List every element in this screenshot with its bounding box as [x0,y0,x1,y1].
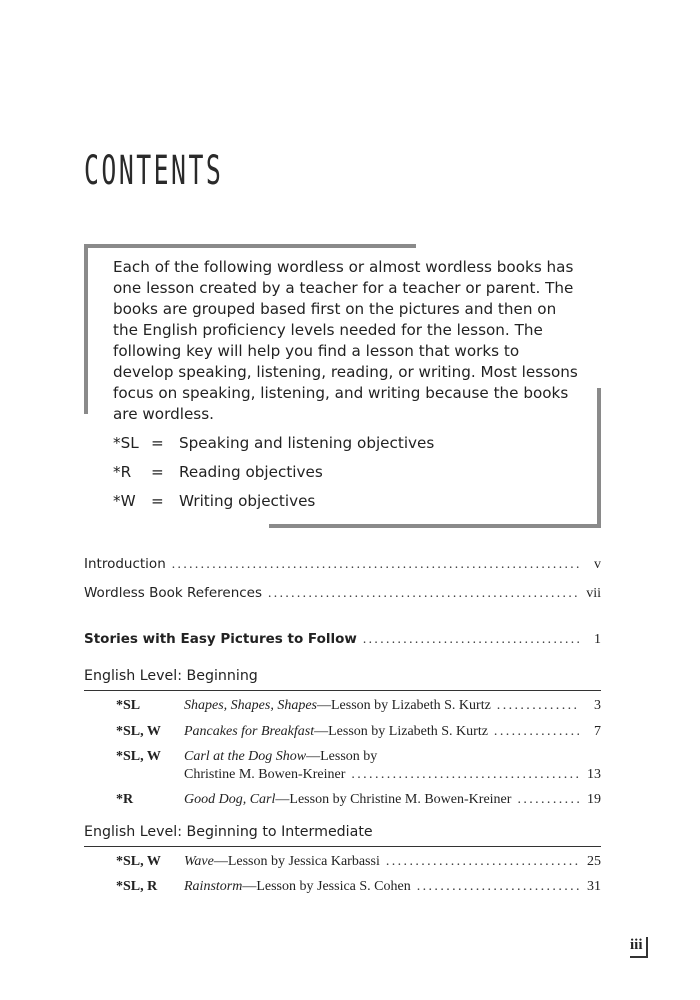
dot-leader [517,792,579,808]
toc-page-number: 25 [587,854,601,869]
toc-section[interactable] [84,631,601,651]
toc-page-number: v [594,557,601,572]
toc-page-number: 7 [594,724,601,739]
lesson-credit: —Lesson by [306,749,378,764]
dot-leader [363,631,579,647]
lesson-credit: —Lesson by Lizabeth S. Kurtz [317,698,491,713]
dot-leader [494,724,579,740]
key-equals: = [151,492,164,510]
section-title: Stories with Easy Pictures to Follow [84,631,357,647]
key-description: Reading objectives [179,463,323,481]
toc-entry-title: Introduction [84,556,166,572]
toc-entry-introduction[interactable] [84,556,601,576]
key-description: Writing objectives [179,492,316,510]
dot-leader [351,767,579,783]
lesson-credit: —Lesson by Christine M. Bowen-Kreiner [275,792,512,807]
lesson-credit: —Lesson by Jessica Karbassi [213,854,380,869]
toc-page-number: 31 [587,879,601,894]
level-rule [84,846,601,847]
objective-codes: *SL, W [116,749,161,764]
book-title: Rainstorm [184,879,243,894]
book-title: Shapes, Shapes, Shapes [184,698,317,713]
dot-leader [497,698,579,714]
dot-leader [386,854,579,870]
toc-entry-references[interactable] [84,585,601,605]
dot-leader [268,585,579,601]
objective-codes: *SL [116,698,141,713]
objective-codes: *SL, W [116,854,161,869]
book-title: Good Dog, Carl [184,792,276,807]
objective-codes: *SL, W [116,724,161,739]
box-left-rule [84,244,88,414]
key-description: Speaking and listening objectives [179,434,435,452]
lesson-credit: —Lesson by Lizabeth S. Kurtz [314,724,488,739]
key-code: *W [113,492,136,510]
book-title: Pancakes for Breakfast [184,724,315,739]
toc-page-number: 19 [587,792,601,807]
intro-box [113,257,583,425]
toc-page-number: vii [586,586,601,601]
key-equals: = [151,434,164,452]
page-folio: iii [630,937,648,958]
box-right-rule [597,388,601,528]
objective-codes: *SL, R [116,879,158,894]
level-rule [84,690,601,691]
key-code: *SL [113,434,139,452]
lesson-credit: —Lesson by Jessica S. Cohen [242,879,411,894]
box-bottom-rule [269,524,601,528]
book-title: Wave [184,854,214,869]
intro-paragraph: Each of the following wordless or almost wordless books has one lesson created by a teacher for a teacher or parent. The books are grouped based first on the pictures and then on the English proficiency levels needed for the lesson. The following key will help you find a lesson that works to develop speaking, listening, reading, or writing. Most lessons focus on speaking, listening, and writing because the books are wordless. [113,258,578,423]
level-heading: English Level: Beginning to Intermediate [84,824,373,840]
dot-leader [172,556,579,572]
level-heading: English Level: Beginning [84,668,258,684]
key-equals: = [151,463,164,481]
page-title: CONTENTS [84,148,224,194]
dot-leader [417,879,579,895]
toc-entry-title: Wordless Book References [84,585,263,601]
book-title: Carl at the Dog Show [184,749,307,764]
toc-page-number: 13 [587,767,601,782]
lesson-credit-cont: Christine M. Bowen-Kreiner [184,767,346,782]
toc-page-number: 3 [594,698,601,713]
objective-codes: *R [116,792,134,807]
key-code: *R [113,463,132,481]
toc-page-number: 1 [594,632,601,647]
box-top-rule [84,244,416,248]
